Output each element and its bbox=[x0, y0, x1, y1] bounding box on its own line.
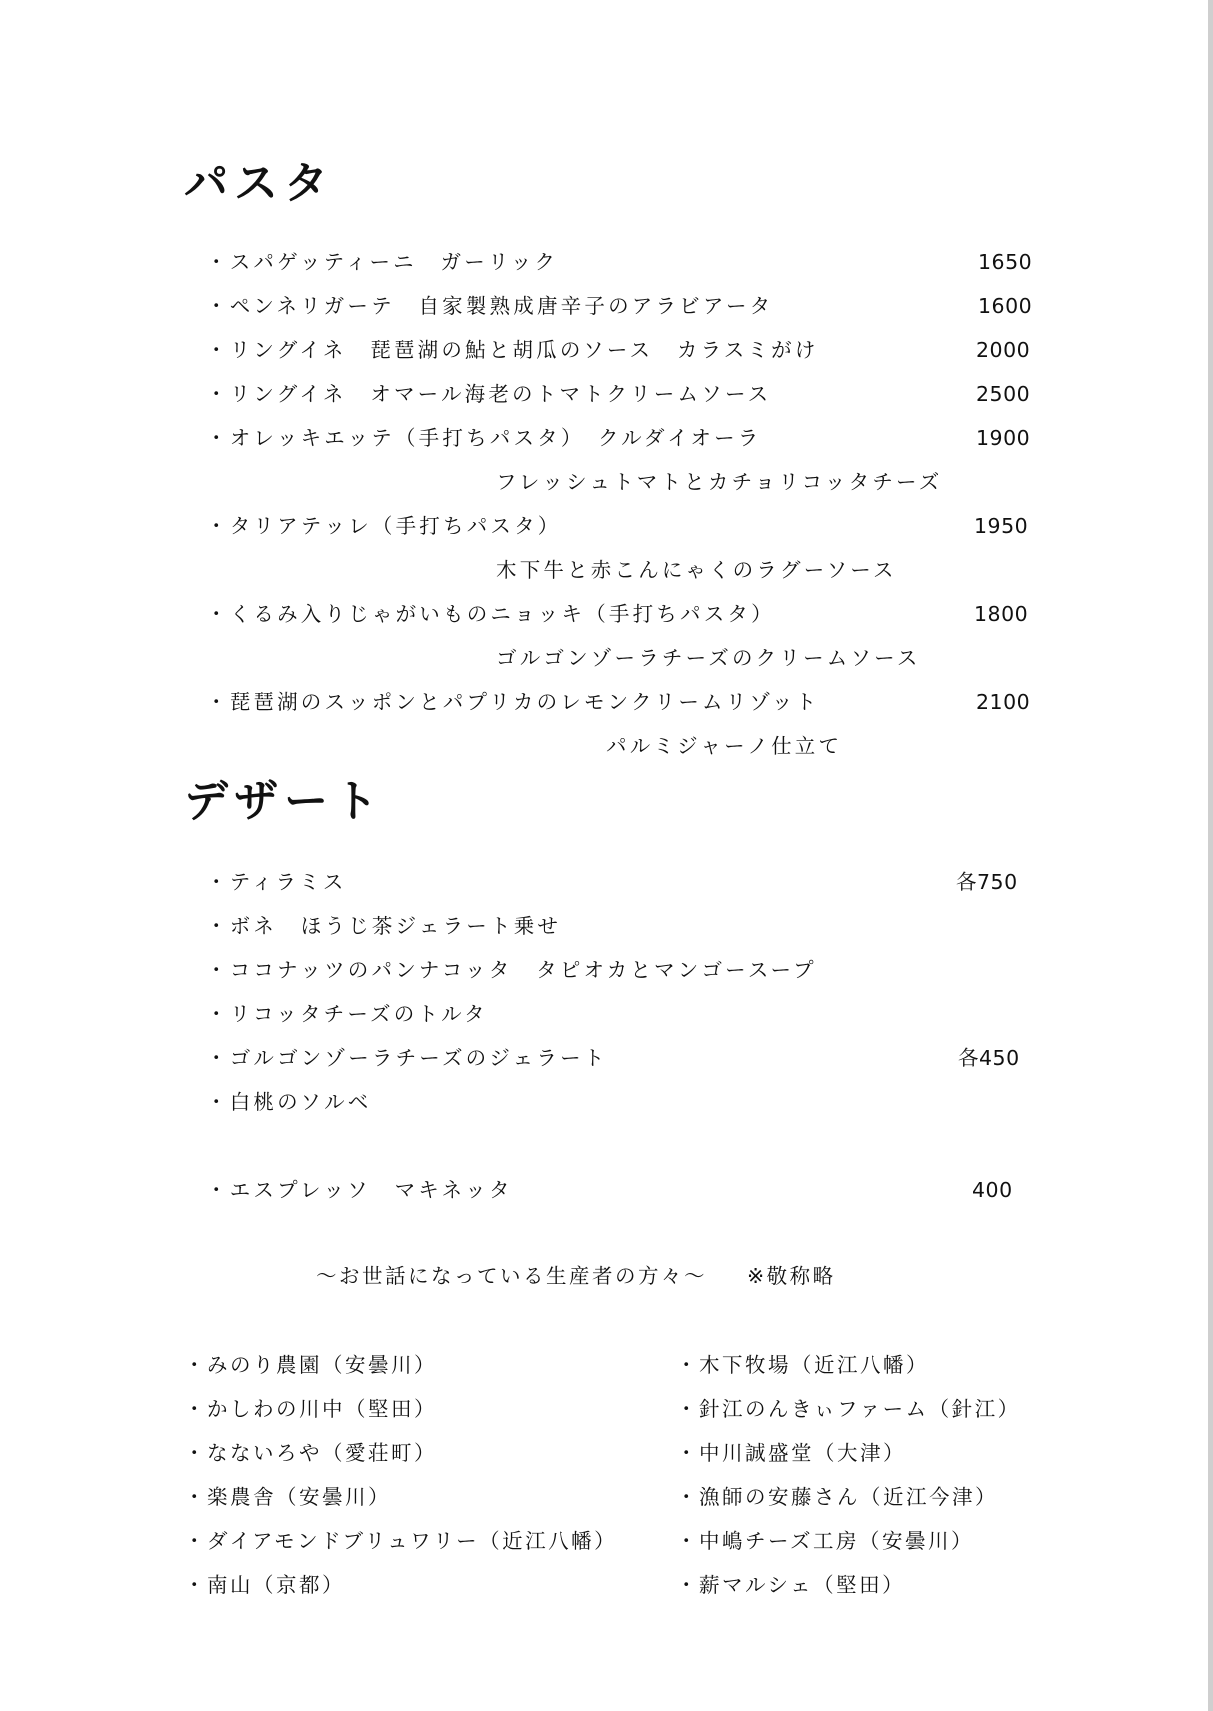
producer-item: ・漁師の安藤さん（近江今津） bbox=[676, 1485, 998, 1509]
menu-item-price: 1800 bbox=[974, 602, 1029, 626]
menu-item-description: ゴルゴンゾーラチーズのクリームソース bbox=[496, 646, 921, 670]
menu-item-name: ・白桃のソルベ bbox=[206, 1090, 372, 1114]
menu-item-price: 各750 bbox=[956, 870, 1018, 894]
producer-item: ・中嶋チーズ工房（安曇川） bbox=[676, 1529, 974, 1553]
menu-item bbox=[206, 688, 1031, 758]
menu-item-price: 2100 bbox=[976, 690, 1031, 714]
menu-item bbox=[206, 512, 1029, 582]
producer-item: ・楽農舎（安曇川） bbox=[184, 1485, 391, 1509]
menu-item bbox=[206, 424, 1031, 494]
menu-item bbox=[206, 1000, 1026, 1028]
menu-item-price: 400 bbox=[972, 1178, 1013, 1202]
menu-item-description: パルミジャーノ仕立て bbox=[606, 734, 843, 758]
pasta-section-title: パスタ bbox=[184, 158, 334, 209]
producers-heading bbox=[316, 1262, 836, 1290]
menu-item bbox=[206, 1044, 1026, 1072]
menu-item-name: ・琵琶湖のスッポンとパプリカのレモンクリームリゾット bbox=[206, 690, 820, 714]
menu-item bbox=[206, 912, 1026, 940]
menu-item-name: ・ティラミス bbox=[206, 870, 347, 894]
menu-item-name: ・リコッタチーズのトルタ bbox=[206, 1002, 488, 1026]
producer-item: ・針江のんきぃファーム（針江） bbox=[676, 1397, 1021, 1421]
menu-item-name: ・ゴルゴンゾーラチーズのジェラート bbox=[206, 1046, 608, 1070]
producer-item: ・かしわの川中（堅田） bbox=[184, 1397, 437, 1421]
producer-item: ・みのり農園（安曇川） bbox=[184, 1353, 437, 1377]
menu-item bbox=[206, 868, 1026, 896]
producer-item: ・南山（京都） bbox=[184, 1573, 345, 1597]
menu-item-price: 各450 bbox=[958, 1046, 1020, 1070]
menu-item bbox=[206, 336, 1031, 364]
menu-item-name: ・エスプレッソ マキネッタ bbox=[206, 1178, 513, 1202]
producer-item: ・薪マルシェ（堅田） bbox=[676, 1573, 906, 1597]
menu-item bbox=[206, 248, 1033, 276]
page-edge-rule bbox=[1208, 0, 1213, 1711]
menu-item-description: 木下牛と赤こんにゃくのラグーソース bbox=[496, 558, 897, 582]
menu-item-description: フレッシュトマトとカチョリコッタチーズ bbox=[496, 470, 943, 494]
menu-item bbox=[206, 380, 1031, 408]
menu-item-name: ・ココナッツのパンナコッタ タピオカとマンゴースープ bbox=[206, 958, 817, 982]
producers-title: ～お世話になっている生産者の方々～ bbox=[316, 1264, 707, 1288]
producer-item: ・中川誠盛堂（大津） bbox=[676, 1441, 906, 1465]
menu-item bbox=[206, 600, 1029, 670]
menu-item-name: ・くるみ入りじゃがいものニョッキ（手打ちパスタ） bbox=[206, 602, 775, 626]
menu-item-name: ・タリアテッレ（手打ちパスタ） bbox=[206, 514, 562, 538]
menu-item-price: 1950 bbox=[974, 514, 1029, 538]
menu-item-price: 1650 bbox=[978, 250, 1033, 274]
menu-item-price: 2000 bbox=[976, 338, 1031, 362]
producer-item: ・なないろや（愛荘町） bbox=[184, 1441, 437, 1465]
producer-item: ・木下牧場（近江八幡） bbox=[676, 1353, 929, 1377]
producers-note: ※敬称略 bbox=[747, 1264, 836, 1288]
menu-item bbox=[206, 1088, 1026, 1116]
menu-item bbox=[206, 292, 1033, 320]
dessert-section-title: デザート bbox=[184, 776, 384, 827]
menu-item-name: ・リングイネ オマール海老のトマトクリームソース bbox=[206, 382, 772, 406]
menu-item-price: 2500 bbox=[976, 382, 1031, 406]
producer-item: ・ダイアモンドブリュワリー（近江八幡） bbox=[184, 1529, 618, 1553]
menu-item-name: ・スパゲッティーニ ガーリック bbox=[206, 250, 559, 274]
menu-item-name: ・オレッキエッテ（手打ちパスタ） クルダイオーラ bbox=[206, 426, 762, 450]
menu-item bbox=[206, 1176, 1026, 1204]
menu-item-name: ・ボネ ほうじ茶ジェラート乗せ bbox=[206, 914, 562, 938]
menu-item-name: ・ペンネリガーテ 自家製熟成唐辛子のアラビアータ bbox=[206, 294, 774, 318]
menu-item-price: 1900 bbox=[976, 426, 1031, 450]
menu-item bbox=[206, 956, 1026, 984]
menu-item-name: ・リングイネ 琵琶湖の鮎と胡瓜のソース カラスミがけ bbox=[206, 338, 819, 362]
menu-item-price: 1600 bbox=[978, 294, 1033, 318]
